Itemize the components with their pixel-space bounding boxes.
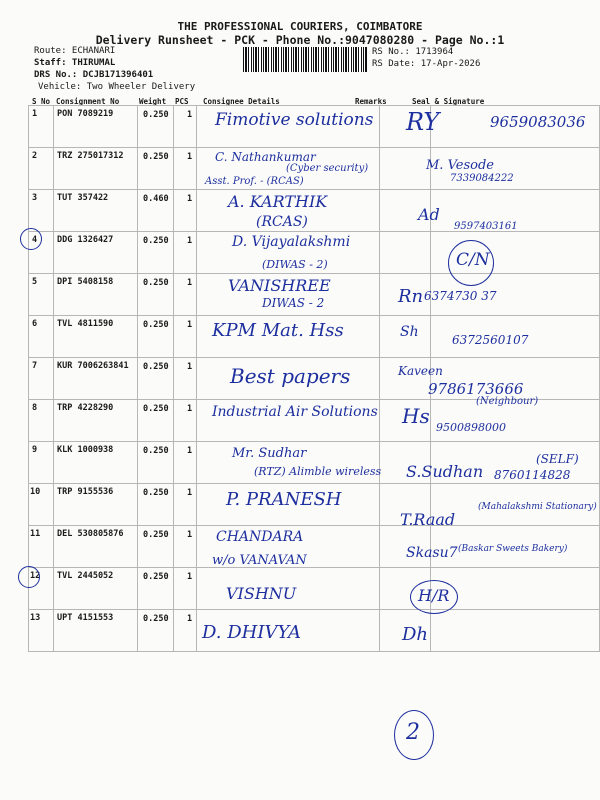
row-11-pcs: 1: [187, 530, 193, 540]
hw-row11-note: (Baskar Sweets Bakery): [458, 544, 568, 554]
row-2-sno: 2: [32, 151, 38, 161]
row-7-pcs: 1: [187, 362, 193, 372]
hw-row1-phone: 9659083036: [490, 113, 586, 131]
hw-row8-phone: 9500898000: [436, 421, 506, 434]
hw-row1-name: Fimotive solutions: [215, 110, 374, 130]
hw-row5-org: DIWAS - 2: [262, 296, 325, 310]
hw-row9-org: (RTZ) Alimble wireless: [254, 465, 382, 478]
row-11-sno: 11: [30, 529, 41, 539]
hw-row9-name: Mr. Sudhar: [232, 446, 307, 461]
row-12-weight: 0.250: [143, 572, 169, 582]
row-7-weight: 0.250: [143, 362, 169, 372]
row-4-pcs: 1: [187, 236, 193, 246]
row-7-consignment: KUR 7006263841: [57, 361, 129, 371]
row-10-weight: 0.250: [143, 488, 169, 498]
row-6-consignment: TVL 4811590: [57, 319, 114, 329]
row-1-consignment: PON 7089219: [57, 109, 114, 119]
col-remarks: Remarks: [355, 97, 387, 106]
col-consignee: Consignee Details: [203, 97, 280, 106]
row-1-weight: 0.250: [143, 110, 169, 120]
hw-row12-mark: H/R: [418, 586, 450, 605]
hw-row6-sign: Sh: [400, 324, 419, 340]
hw-row10-name: P. PRANESH: [226, 489, 342, 510]
drs-number: DRS No.: DCJB171396401: [34, 70, 154, 80]
row-8-pcs: 1: [187, 404, 193, 414]
hw-row5-sign: Rn: [398, 286, 424, 307]
col-signature: Seal & Signature: [412, 97, 485, 106]
row-13-sno: 13: [30, 613, 41, 623]
row-6-pcs: 1: [187, 320, 193, 330]
row-8-sno: 8: [32, 403, 38, 413]
staff-label: Staff: THIRUMAL: [34, 58, 116, 68]
row-10-pcs: 1: [187, 488, 193, 498]
row-13-weight: 0.250: [143, 614, 169, 624]
row-12-circle-mark: [18, 566, 40, 588]
rs-number: RS No.: 1713964: [372, 47, 454, 57]
row-5-pcs: 1: [187, 278, 193, 288]
row-3-sno: 3: [32, 193, 38, 203]
row-4-weight: 0.250: [143, 236, 169, 246]
hw-row3-org: (RCAS): [256, 214, 308, 230]
runsheet-title: Delivery Runsheet - PCK - Phone No.:9047080280 - Page No.:1: [95, 33, 505, 47]
hw-row9-note: (SELF): [536, 452, 579, 466]
route-label: Route: ECHANARI: [34, 46, 116, 56]
row-9-weight: 0.250: [143, 446, 169, 456]
row-6-weight: 0.250: [143, 320, 169, 330]
row-9-sno: 9: [32, 445, 38, 455]
row-5-consignment: DPI 5408158: [57, 277, 114, 287]
row-10-consignment: TRP 9155536: [57, 487, 114, 497]
row-4-consignment: DDG 1326427: [57, 235, 114, 245]
hw-row9-phone: 8760114828: [494, 468, 571, 482]
company-title: THE PROFESSIONAL COURIERS, COIMBATORE: [177, 20, 423, 33]
hw-row2-dept: (Cyber security): [286, 163, 369, 174]
row-1-pcs: 1: [187, 110, 193, 120]
hw-row11-name: CHANDARA: [216, 529, 304, 545]
row-3-pcs: 1: [187, 194, 193, 204]
row-5-weight: 0.250: [143, 278, 169, 288]
col-weight: Weight: [139, 97, 167, 106]
row-7-sno: 7: [32, 361, 38, 371]
row-6-sno: 6: [32, 319, 38, 329]
hw-row4-name: D. Vijayalakshmi: [232, 234, 351, 250]
row-3-consignment: TUT 357422: [57, 193, 109, 203]
row-8-weight: 0.250: [143, 404, 169, 414]
row-9-pcs: 1: [187, 446, 193, 456]
hw-row1-sign: RY: [406, 108, 440, 136]
row-4-circle-mark: [20, 228, 42, 250]
row-8-consignment: TRP 4228290: [57, 403, 114, 413]
row-2-weight: 0.250: [143, 152, 169, 162]
hw-row2-name: C. Nathankumar: [215, 150, 316, 164]
col-consignment: Consignment No: [56, 97, 120, 106]
hw-row4-org: (DIWAS - 2): [262, 258, 328, 271]
row-5-sno: 5: [32, 277, 38, 287]
row-4-sno: 4: [32, 235, 38, 245]
rs-date: RS Date: 17-Apr-2026: [372, 59, 481, 69]
row-9-consignment: KLK 1000938: [57, 445, 114, 455]
hw-row9-sign: S.Sudhan: [406, 462, 484, 481]
row-2-pcs: 1: [187, 152, 193, 162]
hw-row6-name: KPM Mat. Hss: [212, 320, 344, 341]
hw-page-mark: 2: [406, 720, 420, 745]
barcode: [243, 47, 367, 72]
hw-row13-sign: Dh: [402, 624, 429, 645]
hw-row6-phone: 6372560107: [452, 333, 529, 347]
col-pcs: PCS: [175, 97, 189, 106]
row-13-pcs: 1: [187, 614, 193, 624]
hw-row7-phone: 9786173666: [428, 380, 524, 398]
hw-row3-phone: 9597403161: [454, 221, 518, 232]
hw-row10-sign: T.Raad: [400, 510, 456, 529]
col-sno: S No: [32, 97, 51, 106]
row-3-weight: 0.460: [143, 194, 169, 204]
hw-row12-name: VISHNU: [226, 584, 297, 603]
row-11-consignment: DEL 530805876: [57, 529, 124, 539]
hw-row7-sign: Kaveen: [398, 364, 443, 378]
row-1-sno: 1: [32, 109, 38, 119]
row-2-consignment: TRZ 275017312: [57, 151, 124, 161]
row-10-sno: 10: [30, 487, 41, 497]
hw-row5-name: VANISHREE: [228, 276, 331, 295]
hw-row8-sign: Hs: [402, 404, 430, 428]
row-11-weight: 0.250: [143, 530, 169, 540]
hw-row5-phone: 6374730 37: [424, 289, 497, 303]
hw-row4-mark: C/N: [456, 250, 490, 270]
row-12-pcs: 1: [187, 572, 193, 582]
row-13-consignment: UPT 4151553: [57, 613, 114, 623]
row-12-sno: 12: [30, 571, 41, 581]
vehicle-label: Vehicle: Two Wheeler Delivery: [38, 82, 196, 92]
hw-row11-sign: Skasu7: [406, 545, 458, 561]
hw-row11-name2: w/o VANAVAN: [212, 553, 307, 568]
hw-row13-name: D. DHIVYA: [202, 622, 301, 643]
hw-row10-note: (Mahalakshmi Stationary): [478, 502, 597, 512]
hw-row3-name: A. KARTHIK: [228, 192, 328, 211]
hw-row7-note: (Neighbour): [476, 396, 539, 407]
hw-row2-desig: Asst. Prof. - (RCAS): [205, 176, 304, 187]
row-12-consignment: TVL 2445052: [57, 571, 114, 581]
hw-row3-sign: Ad: [418, 205, 440, 224]
hw-row2-sign: M. Vesode: [426, 158, 494, 173]
hw-row2-phone: 7339084222: [450, 173, 514, 184]
hw-row8-name: Industrial Air Solutions: [212, 404, 378, 420]
hw-row7-name: Best papers: [230, 364, 351, 388]
